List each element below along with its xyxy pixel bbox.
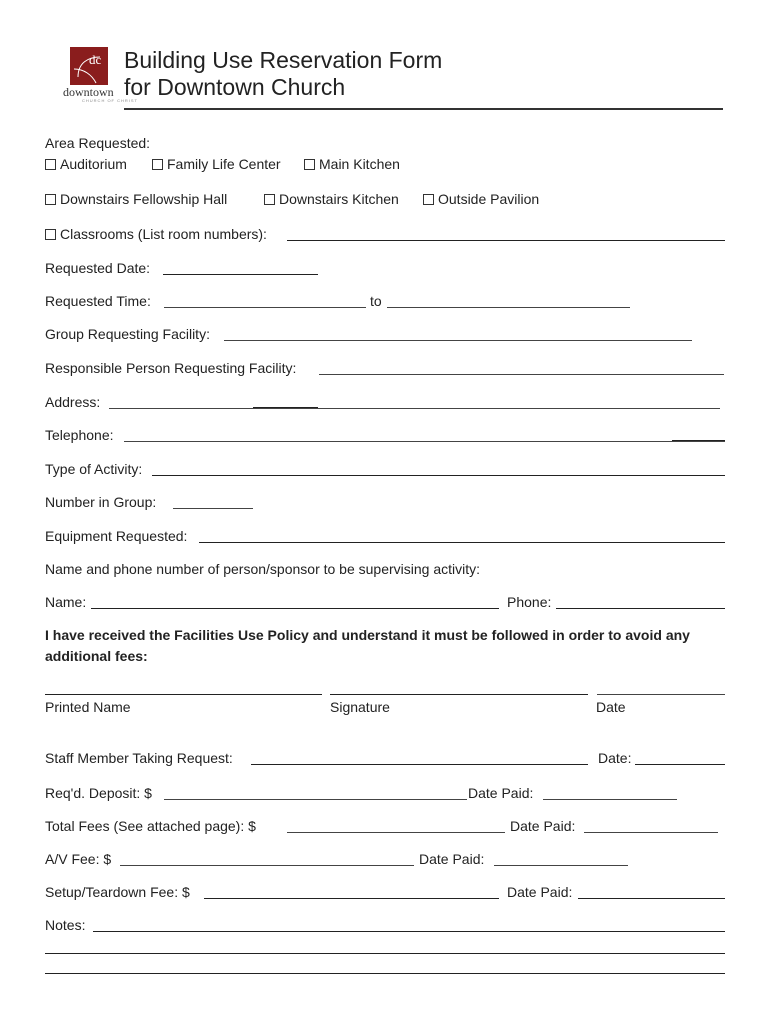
number-line[interactable] xyxy=(173,508,253,509)
group-line[interactable] xyxy=(224,340,692,341)
option-main-kitchen[interactable]: Main Kitchen xyxy=(304,156,400,172)
area-requested-label: Area Requested: xyxy=(45,135,151,151)
staff-label: Staff Member Taking Request: xyxy=(45,750,233,766)
phone-line[interactable] xyxy=(556,608,725,609)
equipment-label: Equipment Requested: xyxy=(45,528,188,544)
av-paid-label: Date Paid: xyxy=(419,851,485,867)
logo-subtext: CHURCH OF CHRIST xyxy=(82,98,138,103)
staff-line[interactable] xyxy=(251,764,588,765)
address-label: Address: xyxy=(45,394,101,410)
total-fees-line[interactable] xyxy=(287,832,505,833)
printed-name-line[interactable] xyxy=(45,694,322,695)
phone-label: Phone: xyxy=(507,594,552,610)
checkbox-icon[interactable] xyxy=(264,194,275,205)
responsible-line[interactable] xyxy=(319,374,724,375)
option-family-life-center[interactable]: Family Life Center xyxy=(152,156,281,172)
name-label: Name: xyxy=(45,594,87,610)
deposit-paid-label: Date Paid: xyxy=(468,785,534,801)
activity-line[interactable] xyxy=(152,475,725,476)
checkbox-icon[interactable] xyxy=(152,159,163,170)
form-title-line2: for Downtown Church xyxy=(124,74,346,100)
staff-date-line[interactable] xyxy=(635,764,725,765)
telephone-line[interactable] xyxy=(124,441,725,442)
number-label: Number in Group: xyxy=(45,494,157,510)
setup-fee-line[interactable] xyxy=(204,898,499,899)
to-label: to xyxy=(370,293,382,309)
total-paid-line[interactable] xyxy=(584,832,718,833)
deposit-paid-line[interactable] xyxy=(543,799,677,800)
group-label: Group Requesting Facility: xyxy=(45,326,210,342)
option-classrooms[interactable]: Classrooms (List room numbers): xyxy=(45,226,267,242)
option-outside-pavilion[interactable]: Outside Pavilion xyxy=(423,191,539,207)
deposit-line[interactable] xyxy=(164,799,467,800)
notes-line-1[interactable] xyxy=(93,931,725,932)
total-paid-label: Date Paid: xyxy=(510,818,576,834)
option-downstairs-kitchen[interactable]: Downstairs Kitchen xyxy=(264,191,399,207)
address-line-dark xyxy=(253,407,318,408)
name-line[interactable] xyxy=(91,608,499,609)
policy-statement: I have received the Facilities Use Policy and understand it must be followed in order to avoid any additional fees: xyxy=(45,627,690,664)
requested-time-label: Requested Time: xyxy=(45,293,151,309)
title-rule xyxy=(124,108,723,110)
staff-date-label: Date: xyxy=(598,750,632,766)
activity-label: Type of Activity: xyxy=(45,461,143,477)
av-fee-line[interactable] xyxy=(120,865,414,866)
form-title-line1: Building Use Reservation Form xyxy=(124,47,443,73)
av-fee-label: A/V Fee: $ xyxy=(45,851,112,867)
requested-date-label: Requested Date: xyxy=(45,260,151,276)
checkbox-icon[interactable] xyxy=(45,159,56,170)
classrooms-line[interactable] xyxy=(287,240,725,241)
checkbox-icon[interactable] xyxy=(45,229,56,240)
time-to-line[interactable] xyxy=(387,307,630,308)
checkbox-icon[interactable] xyxy=(423,194,434,205)
sig-date-line[interactable] xyxy=(597,694,725,695)
address-line[interactable] xyxy=(109,408,720,409)
deposit-label: Req'd. Deposit: $ xyxy=(45,785,152,801)
option-auditorium[interactable]: Auditorium xyxy=(45,156,127,172)
setup-paid-line[interactable] xyxy=(578,898,725,899)
telephone-label: Telephone: xyxy=(45,427,114,443)
telephone-line-dark xyxy=(672,440,725,441)
church-logo-mark xyxy=(70,47,108,85)
signature-label: Signature xyxy=(330,699,390,715)
notes-label: Notes: xyxy=(45,917,86,933)
checkbox-icon[interactable] xyxy=(304,159,315,170)
logo-name: downtown xyxy=(63,85,114,99)
logo-icon xyxy=(70,47,108,85)
time-from-line[interactable] xyxy=(164,307,366,308)
signature-line[interactable] xyxy=(330,694,588,695)
av-paid-line[interactable] xyxy=(494,865,628,866)
requested-date-line[interactable] xyxy=(163,274,318,275)
responsible-label: Responsible Person Requesting Facility: xyxy=(45,360,297,376)
total-fees-label: Total Fees (See attached page): $ xyxy=(45,818,256,834)
supervisor-label: Name and phone number of person/sponsor to be supervising activity: xyxy=(45,561,481,577)
sig-date-label: Date xyxy=(596,699,626,715)
setup-paid-label: Date Paid: xyxy=(507,884,573,900)
notes-line-2[interactable] xyxy=(45,953,725,954)
option-downstairs-fellowship-hall[interactable]: Downstairs Fellowship Hall xyxy=(45,191,227,207)
equipment-line[interactable] xyxy=(199,542,725,543)
printed-name-label: Printed Name xyxy=(45,699,131,715)
notes-line-3[interactable] xyxy=(45,973,725,974)
checkbox-icon[interactable] xyxy=(45,194,56,205)
svg-text:dc: dc xyxy=(89,52,102,67)
setup-fee-label: Setup/Teardown Fee: $ xyxy=(45,884,190,900)
